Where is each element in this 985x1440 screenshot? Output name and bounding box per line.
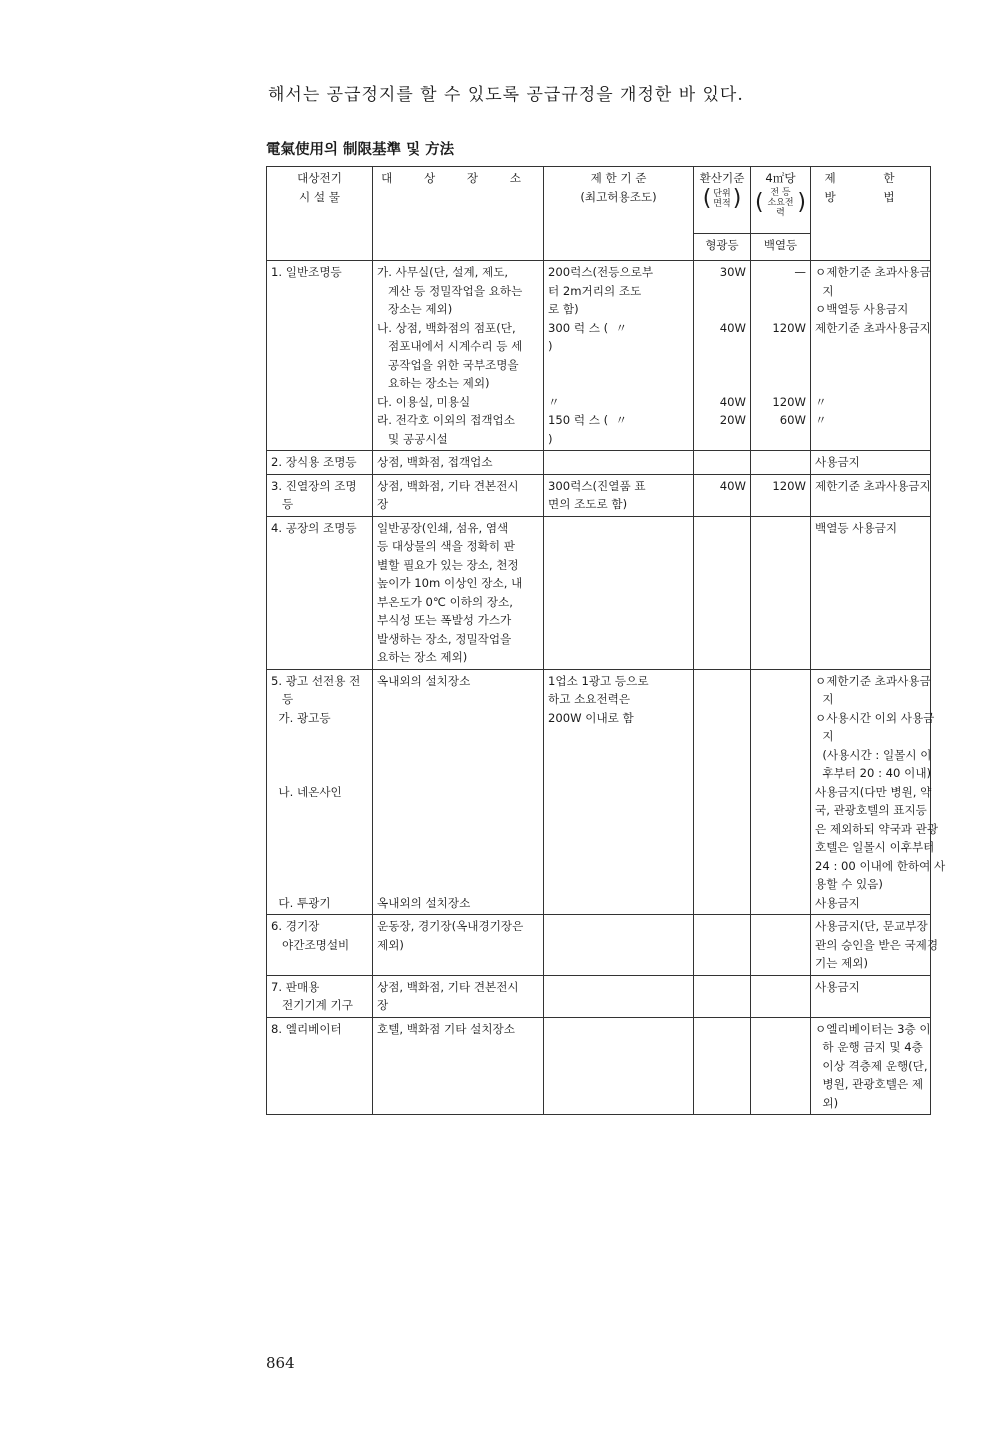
cell-line: 120W [772,320,806,335]
cell-method [811,915,939,976]
cell-line [377,690,539,709]
cell-place [373,975,544,1017]
cell-line [815,337,926,356]
cell-line: ) [548,431,553,446]
cell-incandescent [751,474,811,516]
cell-line: ㅇ백열등 사용금지 [815,302,909,316]
cell-line [548,917,689,936]
cell-line [271,727,368,746]
cell-fluorescent [694,975,751,1017]
cell-line: 터 2m거리의 조도 [548,283,642,298]
cell-line [755,672,806,691]
cell-line: 상점, 백화점, 접객업소 [377,455,493,469]
table-row [267,915,931,976]
cell-facility [267,1017,373,1115]
cell-line [755,1020,806,1039]
cell-line [755,300,806,319]
cell-line: 관의 승인을 받은 국제경 [815,937,939,952]
cell-line [698,374,746,393]
cell-line: 라. 전각호 이외의 접객업소 [377,413,515,427]
cell-line: 별할 필요가 있는 장소, 천정 [377,557,519,572]
cell-line: 제외) [377,937,404,952]
cell-line: 옥내외의 설치장소 [377,895,471,910]
cell-line: 용할 수 있음) [815,877,883,891]
cell-line: 후부터 20 : 40 이내) [815,766,932,780]
cell-method [811,451,931,475]
cell-line: 은 제외하되 약국과 관광 [815,821,939,836]
intro-text: 해서는 공급정지를 할 수 있도록 공급규정을 개정한 바 있다. [268,85,744,105]
cell-line: 장 [377,998,389,1012]
header-place: 대 상 장 소 [373,167,544,261]
cell-line [815,374,926,393]
cell-line: 가. 사무실(단, 설계, 제도, [377,265,509,279]
cell-line [755,282,806,301]
cell-line: ) [548,339,553,353]
cell-line: 200W 이내로 함 [548,710,634,725]
cell-line: 사용금지(단, 문교부장 [815,919,928,933]
cell-line: 발생하는 장소, 정밀작업을 [377,631,512,646]
cell-line [377,838,539,857]
cell-line: 지 [815,692,834,706]
cell-line: 3. 진열장의 조명 [271,478,357,493]
cell-line: 나. 상점, 백화점의 점포(단, [377,320,516,335]
cell-line: 40W [719,478,746,493]
cell-line [271,746,368,765]
cell-line: 30W [719,265,746,279]
cell-place [373,516,544,669]
cell-line: 로 함) [548,302,579,316]
cell-line: 부식성 또는 폭발성 가스가 [377,613,512,627]
cell-line [698,672,746,691]
cell-facility [267,451,373,475]
cell-line: 옥내외의 설치장소 [377,673,471,688]
cell-line: 요하는 장소는 제외) [377,376,490,390]
cell-line: 200럭스(전등으로부 [548,265,654,279]
table-caption: 電氣使用의 制限基準 및 方法 [266,142,455,158]
cell-line: 공작업을 위한 국부조명을 [377,357,519,372]
cell-criteria [544,261,694,451]
cell-line: 사용금지(다만 병원, 약 [815,784,932,799]
cell-line: 7. 판매용 [271,979,320,994]
cell-fluorescent [694,261,751,451]
cell-criteria [544,474,694,516]
cell-line: 5. 광고 선전용 전 [271,673,361,688]
cell-line: 제한기준 초과사용금지 [815,320,931,335]
cell-line [271,857,368,876]
cell-line: 나. 네온사인 [271,784,342,799]
cell-line: (사용시간 : 일몰시 이 [815,747,932,762]
cell-method [811,975,931,1017]
cell-line: 외) [815,1095,839,1110]
cell-criteria [544,915,694,976]
cell-line [698,453,746,472]
cell-line [377,801,539,820]
cell-line: ㅇ엘리베이터는 3층 이 [815,1021,931,1036]
cell-line [548,453,689,472]
cell-line: 제한기준 초과사용금지 [815,478,931,493]
cell-line: 40W [719,394,746,409]
cell-line: 150 럭 스 ( 〃 [548,413,628,427]
cell-line [755,356,806,375]
cell-incandescent [751,669,811,915]
cell-line: 4. 공장의 조명등 [271,520,357,535]
cell-line [548,374,689,393]
cell-line: 호텔은 일몰시 이후부터 [815,840,935,854]
header-power: 4㎡당 ( 전 등 소요전력 ) [751,167,811,234]
cell-line [755,978,806,997]
cell-line: 8. 엘리베이터 [271,1021,342,1036]
cell-line: 일반공장(인쇄, 섬유, 염색 [377,520,509,535]
cell-place [373,451,544,475]
cell-line: 6. 경기장 [271,919,320,933]
cell-line [755,453,806,472]
table-row [267,516,931,669]
cell-fluorescent [694,474,751,516]
cell-facility [267,975,373,1017]
cell-line [271,838,368,857]
cell-method [811,516,931,669]
cell-line: 상점, 백화점, 기타 견본전시 [377,478,519,493]
table-row [267,451,931,475]
table-body [267,261,946,1115]
cell-fluorescent [694,1017,751,1115]
cell-line: 120W [772,394,806,409]
page-number: 864 [266,1354,295,1372]
cell-criteria [544,1017,694,1115]
cell-incandescent [751,516,811,669]
cell-line: 국, 관광호텔의 표지등 [815,803,927,817]
cell-line: 상점, 백화점, 기타 견본전시 [377,979,519,994]
cell-line: 120W [772,478,806,493]
cell-line [755,917,806,936]
cell-line [698,356,746,375]
cell-method [811,261,931,451]
cell-line: 부온도가 0℃ 이하의 장소, [377,594,513,609]
cell-line: 기는 제외) [815,956,869,970]
cell-line [755,519,806,538]
cell-line: ㅇ제한기준 초과사용금 [815,673,931,688]
cell-line: 300럭스(진열품 표 [548,478,646,493]
cell-line: ㅇ사용시간 이외 사용금 [815,710,935,725]
cell-facility [267,915,373,976]
cell-place [373,669,544,915]
header-incandescent: 백열등 [751,234,811,261]
cell-incandescent [751,261,811,451]
cell-line [698,519,746,538]
cell-incandescent [751,975,811,1017]
header-criteria: 제 한 기 준 (최고허용조도) [544,167,694,261]
cell-line: 전기기계 기구 [271,998,353,1012]
table-row [267,1017,931,1115]
cell-line: 1업소 1광고 등으로 [548,673,649,688]
cell-incandescent [751,915,811,976]
cell-line: 면의 조도로 함) [548,497,628,511]
cell-line [698,282,746,301]
cell-line: 운동장, 경기장(옥내경기장은 [377,919,524,933]
cell-line [698,430,746,449]
cell-line [377,746,539,765]
cell-line [271,764,368,783]
cell-line: 하고 소요전력은 [548,692,631,706]
cell-line: 점포내에서 시계수리 등 세 [377,339,523,353]
cell-line: 야간조명설비 [271,937,350,952]
cell-fluorescent [694,915,751,976]
cell-line [377,857,539,876]
cell-criteria [544,669,694,915]
header-method: 제 한 방 법 [811,167,931,261]
cell-line [698,300,746,319]
cell-place [373,261,544,451]
cell-line: 다. 이용실, 미용실 [377,394,471,409]
cell-facility [267,669,373,915]
cell-line: 〃 [815,394,827,409]
cell-line: 〃 [815,413,827,427]
cell-line: 병원, 관광호텔은 제 [815,1077,924,1091]
cell-line: 300 럭 스 ( 〃 [548,320,628,335]
cell-line: — [794,265,806,279]
cell-line [548,978,689,997]
cell-place [373,1017,544,1115]
cell-line: 사용금지 [815,455,860,469]
cell-line: 높이가 10m 이상인 장소, 내 [377,576,523,590]
cell-criteria [544,451,694,475]
cell-facility [267,474,373,516]
cell-fluorescent [694,451,751,475]
cell-line [698,978,746,997]
cell-line: 2. 장식용 조명등 [271,455,357,469]
cell-line: 장 [377,497,389,511]
cell-line [755,374,806,393]
cell-line: 계산 등 정밀작업을 요하는 [377,283,523,298]
cell-incandescent [751,451,811,475]
cell-line [815,430,926,449]
cell-line: 지 [815,729,834,743]
cell-line: 〃 [548,394,560,409]
cell-line: 20W [719,413,746,427]
cell-line: 하 운행 금지 및 4층 [815,1040,923,1054]
cell-place [373,915,544,976]
cell-line: 사용금지 [815,979,860,994]
cell-line: 등 [271,497,294,511]
cell-line [271,820,368,839]
cell-line: 가. 광고등 [271,710,331,725]
cell-line: 요하는 장소 제외) [377,650,468,664]
cell-line: 다. 투광기 [271,895,331,910]
cell-line [548,356,689,375]
cell-method [811,1017,931,1115]
header-facility: 대상전기 시 설 물 [267,167,373,261]
cell-line: 24 : 00 이내에 한하여 사 [815,858,946,873]
cell-criteria [544,975,694,1017]
cell-method [811,669,946,915]
cell-line [377,727,539,746]
table-row [267,669,931,915]
cell-line [377,820,539,839]
cell-criteria [544,516,694,669]
cell-line [548,1020,689,1039]
cell-fluorescent [694,669,751,915]
cell-line [755,337,806,356]
cell-line [377,875,539,894]
cell-line: 1. 일반조명등 [271,265,342,279]
cell-place [373,474,544,516]
cell-facility [267,516,373,669]
cell-incandescent [751,1017,811,1115]
cell-line [815,356,926,375]
cell-line: ㅇ제한기준 초과사용금 [815,265,931,279]
cell-method [811,474,931,516]
cell-line [698,917,746,936]
cell-line [377,709,539,728]
cell-line: 지 [815,283,834,298]
cell-line: 백열등 사용금지 [815,520,898,535]
cell-line: 사용금지 [815,895,860,910]
table-row [267,975,931,1017]
cell-line: 60W [779,413,806,427]
cell-line: 이상 격층제 운행(단, [815,1058,928,1073]
cell-line: 호텔, 백화점 기타 설치장소 [377,1021,515,1036]
table-row [267,474,931,516]
cell-line: 40W [719,320,746,335]
header-fluorescent: 형광등 [694,234,751,261]
cell-line [698,337,746,356]
cell-fluorescent [694,516,751,669]
restriction-table [266,166,946,1115]
cell-line [271,801,368,820]
header-conversion: 환산기준 ( 단위 면적 ) [694,167,751,234]
cell-line [377,783,539,802]
cell-line: 등 대상물의 색을 정확히 판 [377,539,515,553]
cell-line [755,430,806,449]
cell-line [698,1020,746,1039]
cell-facility [267,261,373,451]
cell-line: 장소는 제외) [377,302,453,316]
cell-line [377,764,539,783]
cell-line: 등 [271,692,294,706]
cell-line: 및 공공시설 [377,431,448,446]
cell-line [271,875,368,894]
cell-line [548,519,689,538]
table-row [267,261,931,451]
